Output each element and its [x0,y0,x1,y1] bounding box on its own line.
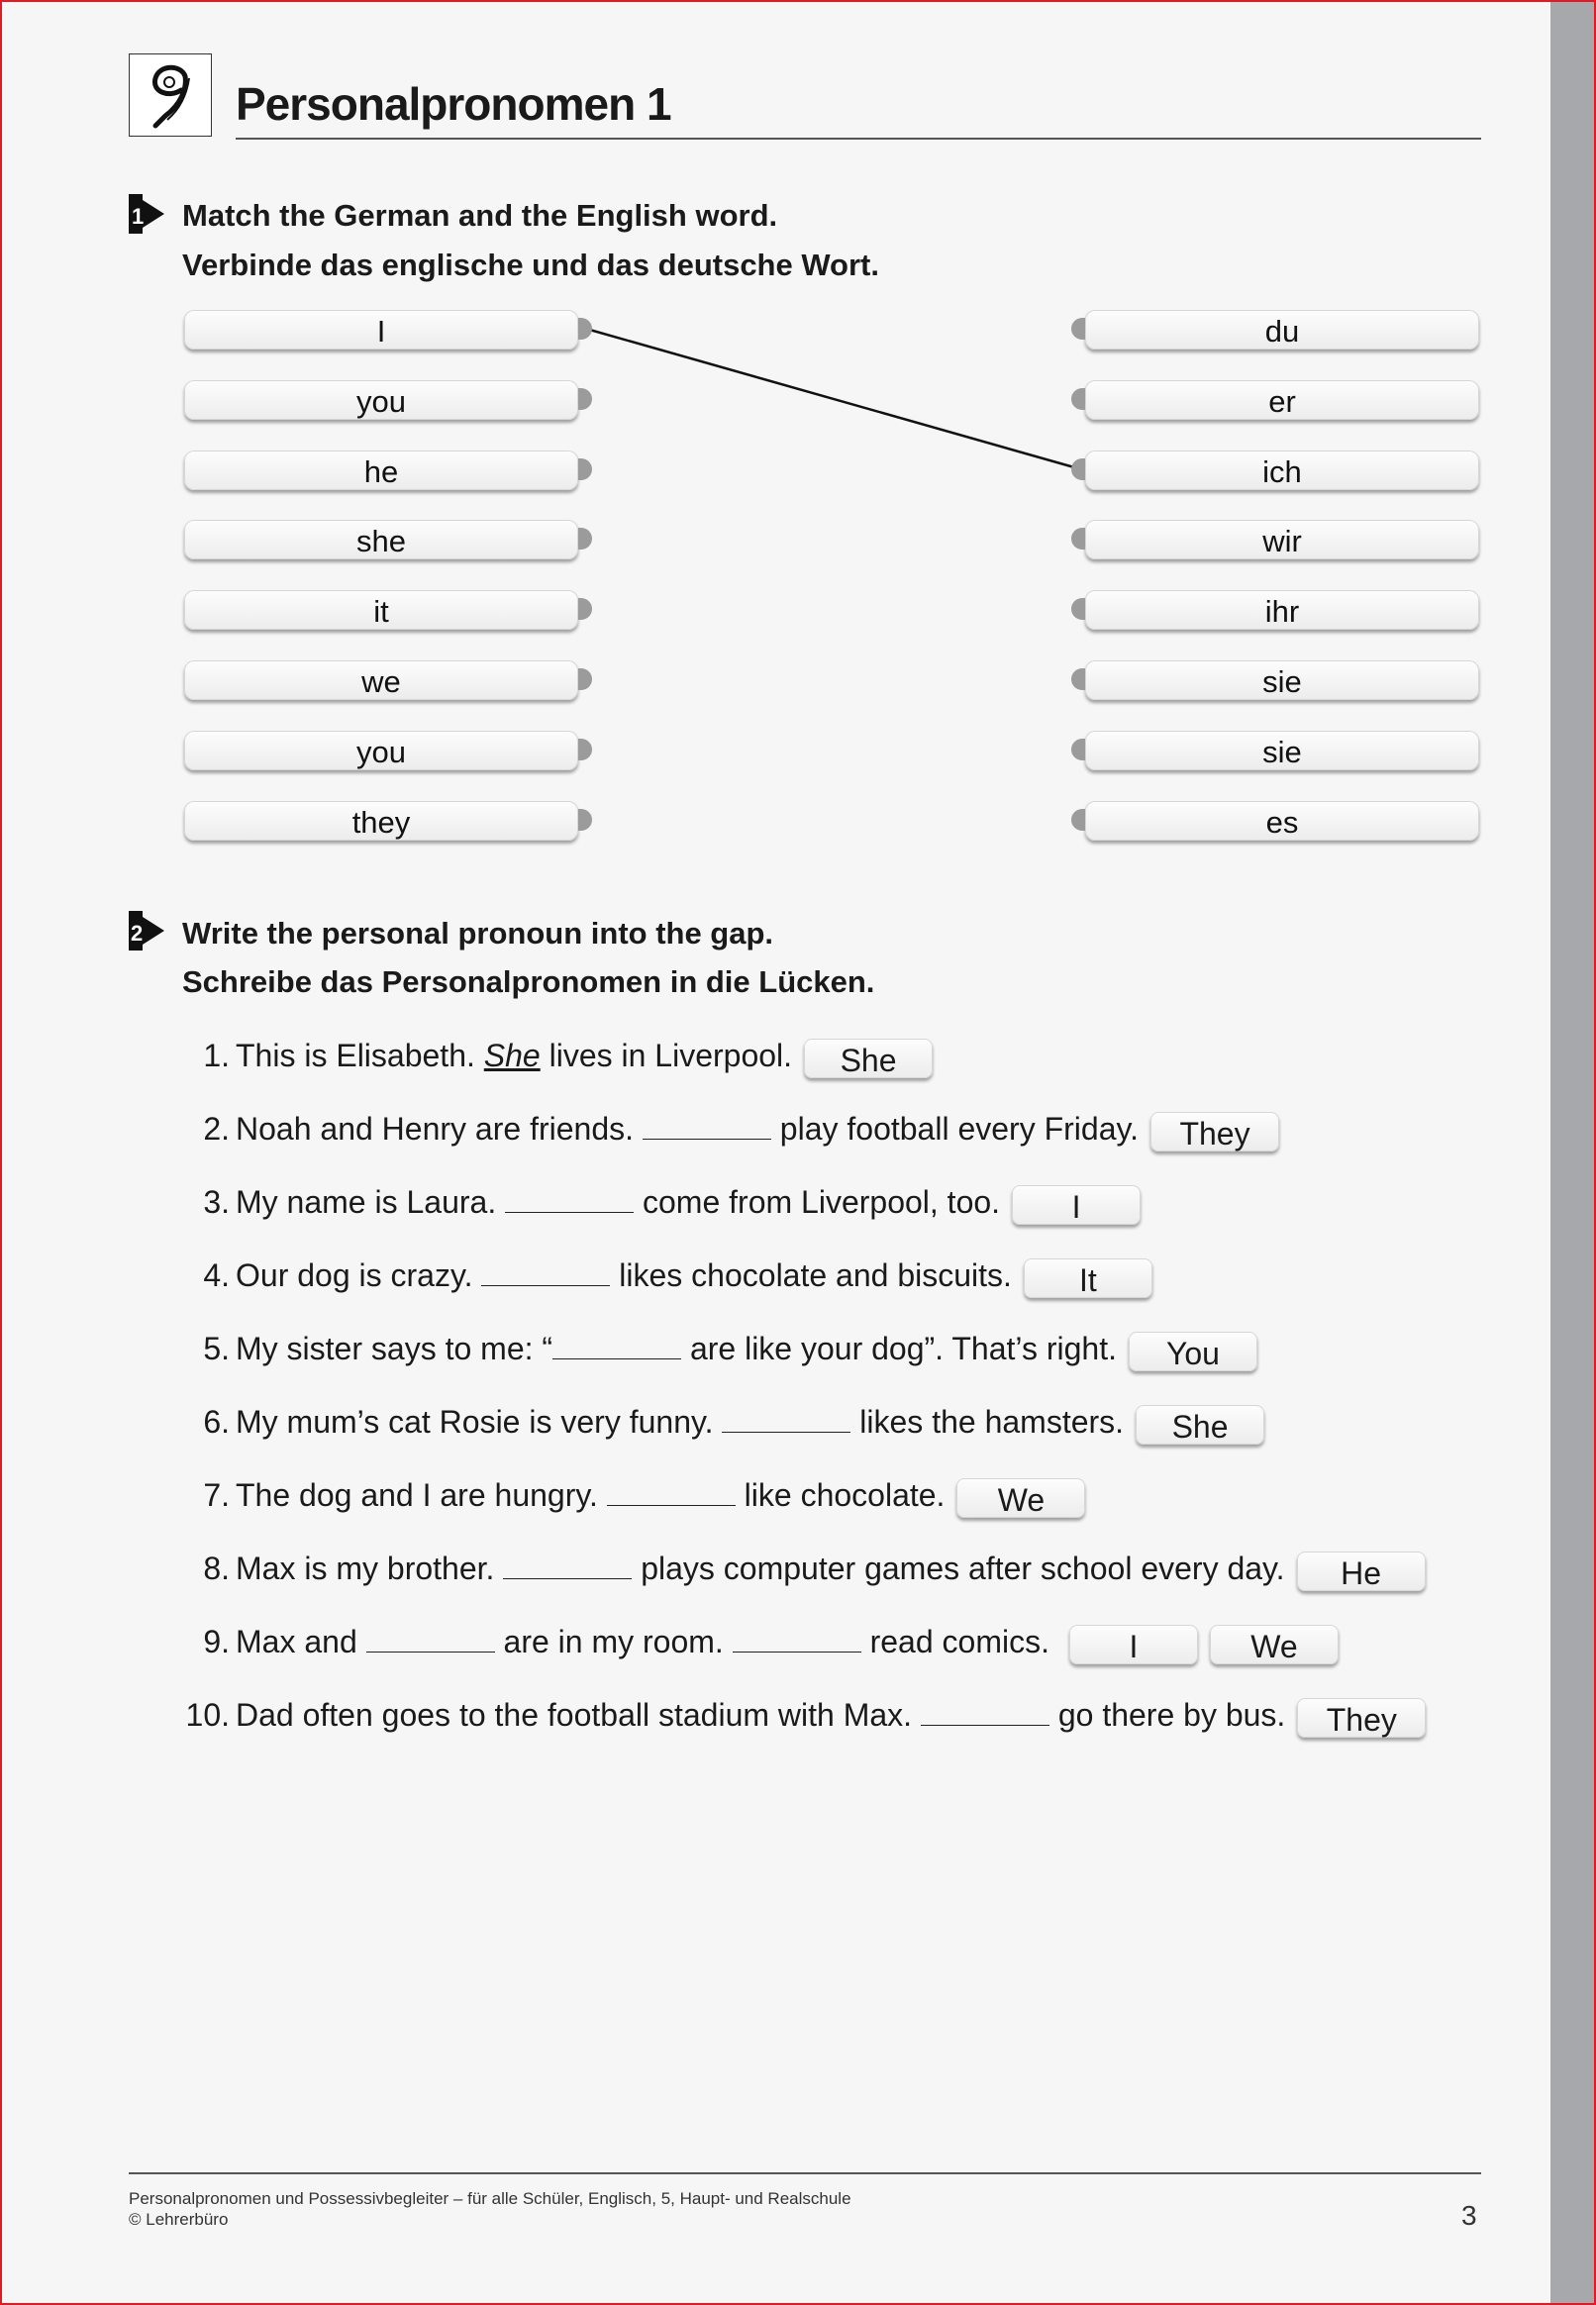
answer-gap[interactable] [607,1479,736,1506]
sentence-5 [176,1325,1257,1372]
sentence-6 [176,1398,1264,1446]
match-left-item[interactable]: they [184,801,578,841]
sentence-text: Max is my brother. [236,1551,504,1586]
sentence-number: 2. [203,1111,230,1147]
answer-tile[interactable]: I [1069,1625,1198,1664]
sentence-number: 10. [185,1697,230,1733]
sentence-text: Our dog is crazy. [236,1257,482,1293]
sentence-text: Max and [236,1624,366,1659]
example-answer: She [483,1038,541,1073]
match-right-item[interactable]: wir [1085,520,1479,559]
match-left-item[interactable]: he [184,451,578,490]
sentence-number: 8. [203,1551,230,1586]
sentence-text: Noah and Henry are friends. [236,1111,643,1147]
page-number: 3 [1461,2200,1477,2231]
match-right-item[interactable]: es [1085,801,1479,841]
sentence-text: Dad often goes to the football stadium with Max. [236,1697,921,1733]
task-2-instruction-en: Write the personal pronoun into the gap. [182,916,774,951]
sentence-text: likes the hamsters. [850,1404,1125,1440]
answer-gap[interactable] [733,1626,861,1653]
match-left-item[interactable]: I [184,310,578,350]
sentence-number: 5. [203,1331,230,1366]
sentence-8 [176,1545,1426,1592]
match-right-item[interactable]: er [1085,380,1479,420]
sentence-number: 1. [203,1038,230,1073]
answer-gap[interactable] [722,1406,850,1433]
answer-gap[interactable] [921,1699,1049,1726]
sentence-text: come from Liverpool, too. [634,1184,1001,1220]
task-2-instruction-de: Schreibe das Personalpronomen in die Lücken. [182,964,875,999]
answer-tile[interactable]: She [804,1039,933,1078]
sentence-number: 6. [203,1404,230,1440]
sentence-text: This is Elisabeth. [236,1038,484,1073]
sentence-number: 9. [203,1624,230,1659]
task-1-instruction-de: Verbinde das englische und das deutsche Wort. [182,248,879,282]
footer-source: Personalpronomen und Possessivbegleiter – für alle Schüler, Englisch, 5, Haupt- und Realschule [129,2189,851,2208]
footer-copyright: © Lehrerbüro [129,2210,229,2229]
sentence-text: lives in Liverpool. [540,1038,793,1073]
answer-tile[interactable]: They [1150,1112,1279,1152]
sentence-text: are like your dog”. That’s right. [681,1331,1117,1366]
sentence-text: likes chocolate and biscuits. [610,1257,1012,1293]
match-left-item[interactable]: it [184,590,578,630]
page-title: Personalpronomen 1 [236,78,671,130]
match-left-item[interactable]: she [184,520,578,559]
sentence-text: go there by bus. [1048,1697,1286,1733]
answer-tile[interactable]: She [1136,1405,1264,1445]
answer-gap[interactable] [503,1553,632,1579]
sentence-text: My mum’s cat Rosie is very funny. [236,1404,723,1440]
sentence-1 [176,1032,933,1079]
sentence-10 [176,1691,1426,1739]
answer-tile[interactable]: It [1024,1258,1152,1298]
answer-tile[interactable]: We [1210,1625,1339,1664]
answer-gap[interactable] [552,1333,681,1359]
match-right-item[interactable]: du [1085,310,1479,350]
sentence-9 [176,1618,1339,1665]
sentence-text: read comics. [860,1624,1049,1659]
match-left-item[interactable]: you [184,731,578,770]
answer-gap[interactable] [643,1113,771,1140]
task-1-arrow-icon [129,194,164,234]
answer-tile[interactable]: They [1297,1698,1426,1738]
sentence-4 [176,1252,1152,1299]
svg-text:1: 1 [132,204,145,229]
sentence-text: are in my room. [494,1624,733,1659]
match-left-item[interactable]: we [184,660,578,700]
sentence-text: play football every Friday. [770,1111,1140,1147]
svg-text:2: 2 [131,921,144,946]
answer-tile[interactable]: He [1297,1552,1426,1591]
sentence-text: like chocolate. [735,1477,946,1513]
match-right-item[interactable]: sie [1085,731,1479,770]
sentence-text: plays computer games after school every day. [632,1551,1285,1586]
answer-tile[interactable]: We [956,1478,1085,1518]
sentence-text: My sister says to me: “ [236,1331,553,1366]
sentence-number: 3. [203,1184,230,1220]
sentence-7 [176,1471,1085,1519]
match-right-item[interactable]: ihr [1085,590,1479,630]
sentence-3 [176,1178,1141,1226]
task-2-arrow-icon [129,911,164,951]
answer-tile[interactable]: I [1012,1185,1141,1225]
sentence-text: The dog and I are hungry. [236,1477,607,1513]
unit-number-icon [129,53,212,137]
answer-gap[interactable] [481,1259,610,1286]
answer-gap[interactable] [505,1186,634,1213]
match-right-item[interactable]: ich [1085,451,1479,490]
answer-gap[interactable] [366,1626,495,1653]
sentence-number: 4. [203,1257,230,1293]
title-divider [236,138,1481,140]
sentence-text: My name is Laura. [236,1184,506,1220]
sentence-number: 7. [203,1477,230,1513]
footer-divider [129,2172,1481,2174]
task-1-instruction-en: Match the German and the English word. [182,198,778,233]
answer-tile[interactable]: You [1129,1332,1257,1371]
side-margin-bar [1550,2,1594,2303]
match-left-item[interactable]: you [184,380,578,420]
match-right-item[interactable]: sie [1085,660,1479,700]
footer [129,2188,851,2230]
sentence-2 [176,1105,1279,1152]
